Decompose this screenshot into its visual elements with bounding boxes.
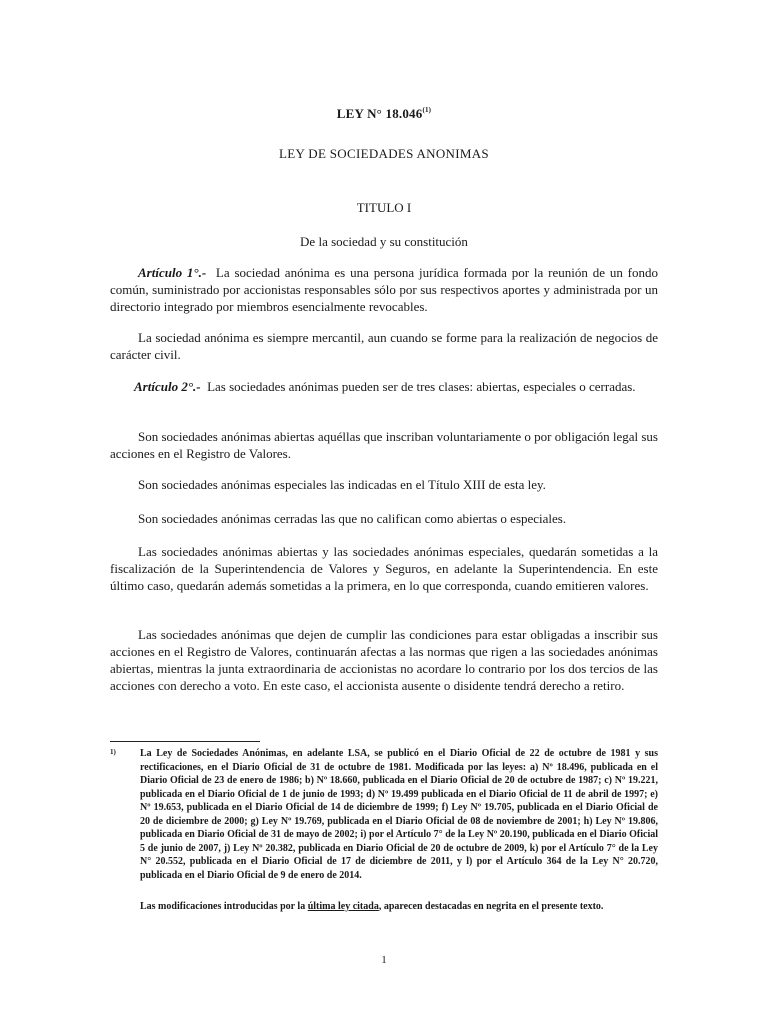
article-1-label: Artículo 1°.-: [138, 265, 207, 280]
article-2-label: Artículo 2°.-: [134, 379, 201, 394]
paragraph: Las sociedades anónimas abiertas y las sociedades anónimas especiales, quedarán sometidas a la fiscalización de la Superintendencia de Valores y Seguros, en adelante la Superintendencia. En este último caso, quedarán además sometidas a la primera, en lo que corresponda, cuando emitieren valores.: [110, 544, 658, 593]
article-1-paragraph: [110, 264, 658, 315]
section-title: TITULO I: [356, 200, 412, 215]
paragraph: Son sociedades anónimas abiertas aquéllas que inscriban voluntariamente o por obligación legal sus acciones en el Registro de Valores.: [110, 429, 658, 461]
footnote-marker: 1): [110, 748, 116, 756]
law-title: [0, 106, 768, 122]
paragraph: La sociedad anónima es siempre mercantil, aun cuando se forme para la realización de negocios de carácter civil.: [110, 330, 658, 362]
article-2-text: Las sociedades anónimas pueden ser de tres clases: abiertas, especiales o cerradas.: [207, 379, 636, 394]
footnote-separator: [110, 741, 260, 742]
paragraph: Son sociedades anónimas especiales las indicadas en el Título XIII de esta ley.: [138, 477, 546, 492]
law-number: LEY N° 18.046: [336, 106, 423, 121]
underlined-text: última ley citada: [307, 901, 379, 912]
footnote-note: Las modificaciones introducidas por la última ley citada, aparecen destacadas en negrita en el presente texto.: [140, 901, 604, 912]
paragraph: Las sociedades anónimas que dejen de cumplir las condiciones para estar obligadas a inscribir sus acciones en el Registro de Valores, continuarán afectas a las normas que rigen a las sociedades anónimas abiertas, mientras la junta extraordinaria de accionistas no acordare lo contrario por los dos tercios de las acciones con derecho a voto. En este caso, el accionista ausente o disidente tendrá derecho a retiro.: [110, 627, 658, 693]
article-1-text: La sociedad anónima es una persona jurídica formada por la reunión de un fondo común, suministrado por accionistas responsables sólo por sus respectivos aportes y administrada por un directorio integrado por miembros esencialmente revocables.: [110, 265, 658, 314]
footnote-text: La Ley de Sociedades Anónimas, en adelante LSA, se publicó en el Diario Oficial de 22 de octubre de 1981 y sus rectificaciones, en el Diario Oficial de 31 de octubre de 1981. Modificada por las leyes: a) Nº 18.496, publicada en el Diario Oficial de 23 de enero de 1986; b) Nº 18.660, publicada en el Diario Oficial de 20 de octubre de 1987; c) Nº 19.221, publicada en el Diario Oficial de 1 de junio de 1993; d) Nº 19.499 publicada en el Diario Oficial de 11 de abril de 1997; e) Nº 19.653, publicada en el Diario Oficial de 14 de diciembre de 1999; f) Ley Nº 19.705, publicada en el Diario Oficial de 20 de diciembre de 2000; g) Ley Nº 19.769, publicada en el Diario Oficial de 08 de noviembre de 2001; h) Ley Nº 19.806, publicada en Diario Oficial de 31 de mayo de 2002; i) por el Artículo 7° de la Ley Nº 20.190, publicada en el Diario Oficial 5 de junio de 2007, j) Ley Nº 20.382, publicada en Diario Oficial de 20 de octubre de 2009, k) por el Artículo 7° de la Ley N° 20.552, publicada en el Diario Oficial de 17 de diciembre de 2011, y l) por el Artículo 364 de la Ley N° 20.720, publicada en el Diario Oficial de 9 de enero de 2014.: [140, 748, 658, 881]
footnote-reference: (1): [422, 106, 432, 114]
article-2-paragraph: [110, 378, 658, 395]
paragraph: Son sociedades anónimas cerradas las que no califican como abiertas o especiales.: [138, 511, 567, 526]
page-number: 1: [381, 954, 387, 966]
law-name: LEY DE SOCIEDADES ANONIMAS: [279, 146, 489, 161]
section-subtitle: De la sociedad y su constitución: [300, 234, 468, 249]
